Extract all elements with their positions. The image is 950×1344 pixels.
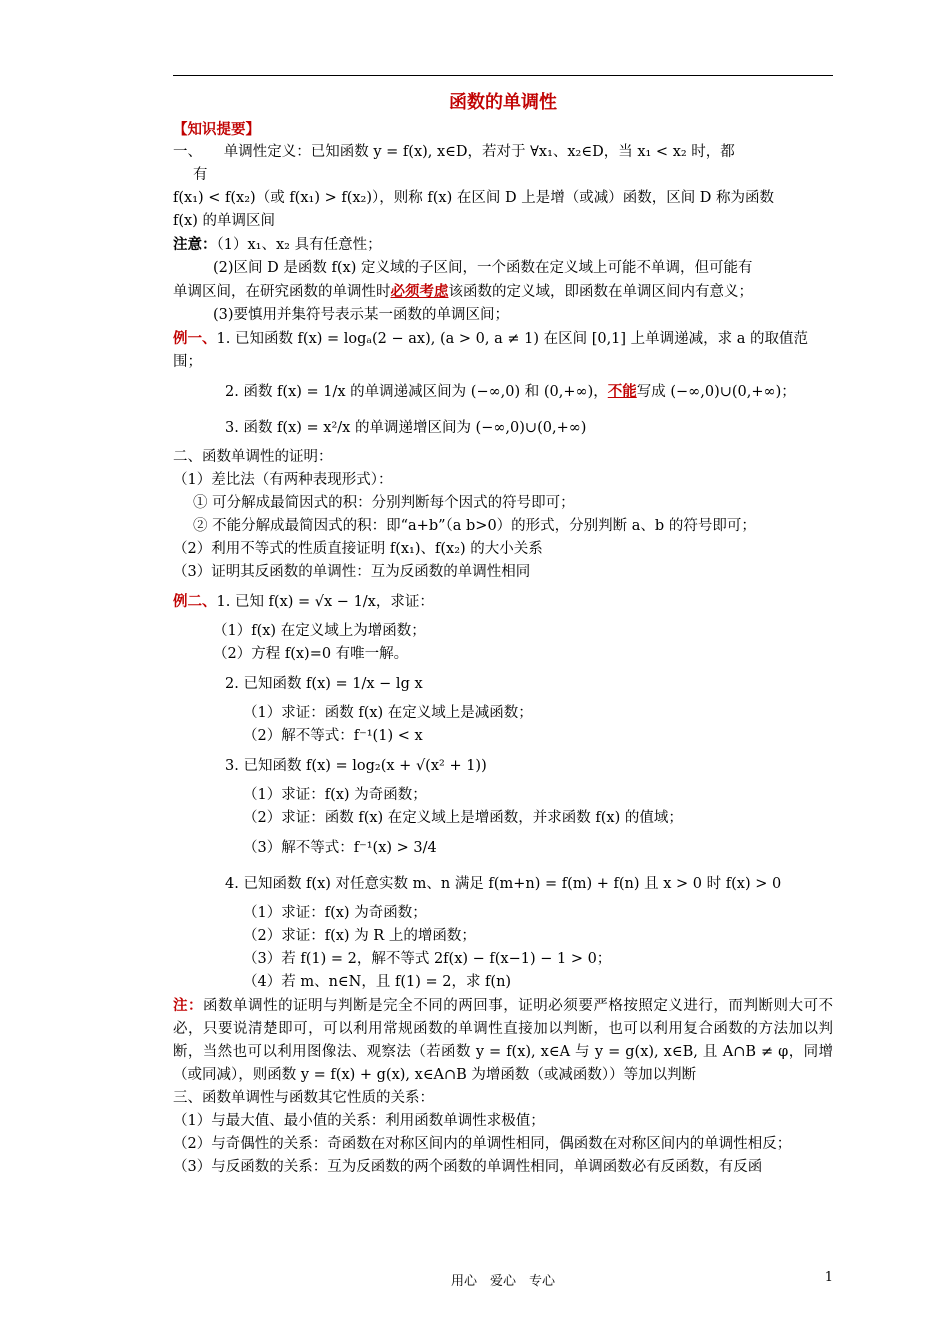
example-2-line-1 — [173, 584, 833, 620]
example-2-q4d: （4）若 m、n∈N，且 f(1) = 2，求 f(n) — [243, 974, 512, 990]
section-2-item-1: （1）差比法（有两种表现形式）： — [173, 472, 393, 488]
section-tag: 【知识提要】 — [173, 121, 260, 138]
example-2-q3a: （1）求证：f(x) 为奇函数； — [243, 787, 427, 803]
definition-line-4: f(x) 的单调区间 — [173, 213, 275, 229]
note-2b-post: 该函数的定义域，即函数在单调区间内有意义； — [448, 284, 753, 300]
document-body — [173, 88, 833, 1179]
section-2-item-1a: ① 可分解成最简因式的积：分别判断每个因式的符号即可； — [193, 495, 575, 511]
page-number: 1 — [824, 1270, 833, 1285]
example-2-q1b: （2）方程 f(x)=0 有唯一解。 — [213, 646, 409, 662]
section-3-item-1: （1）与最大值、最小值的关系：利用函数单调性求极值； — [173, 1113, 545, 1129]
note-1-text: （1）x₁、x₂ 具有任意性； — [216, 237, 382, 253]
example-1-label: 例一、 — [173, 330, 217, 347]
section-3-item-2: （2）与奇偶性的关系：奇函数在对称区间内的单调性相同，偶函数在对称区间内的单调性相反； — [173, 1136, 792, 1152]
example-2-q4c: （3）若 f(1) = 2，解不等式 2f(x) − f(x−1) − 1 > 0； — [243, 951, 612, 967]
example-2-q2a: （1）求证：函数 f(x) 在定义域上是减函数； — [243, 705, 533, 721]
note-line-4: (3)要慎用并集符号表示某一函数的单调区间； — [213, 307, 510, 323]
section-2-item-2: （2）利用不等式的性质直接证明 f(x₁)、f(x₂) 的大小关系 — [173, 541, 543, 557]
page-title: 函数的单调性 — [449, 92, 557, 113]
note-line-2: (2)区间 D 是函数 f(x) 定义域的子区间，一个函数在定义域上可能不单调，但可能有 — [213, 260, 753, 276]
example-2-q4: 4. 已知函数 f(x) 对任意实数 m、n 满足 f(m+n) = f(m) + f(n) 且 x > 0 时 f(x) > 0 — [225, 876, 782, 892]
note-2-paragraph — [173, 994, 833, 1087]
example-1-line-1 — [173, 327, 833, 351]
note-2-body: 函数单调性的证明与判断是完全不同的两回事，证明必须要严格按照定义进行，而判断则大可不必，只要说清楚即可，可以利用常规函数的单调性直接加以判断，也可以利用复合函数的方法加以判断，当然也可以利用图像法、观察法（若函数 y = f(x), x∈A 与 y = g(x), x∈B, 且 A∩B ≠ φ，同增（或同减），则函数 y = f(x) + g(x), x∈A∩B 为增函数（或减函数））等加以判断 — [173, 998, 834, 1083]
note-label: 注意： — [173, 236, 217, 253]
example-1-q3: 3. 函数 f(x) = x²/x 的单调递增区间为 (−∞,0)∪(0,+∞) — [225, 420, 587, 436]
example-2-q4b: （2）求证：f(x) 为 R 上的增函数； — [243, 928, 476, 944]
example-2-q4a: （1）求证：f(x) 为奇函数； — [243, 905, 427, 921]
section-2-title: 二、函数单调性的证明： — [173, 449, 333, 465]
example-2-label: 例二、 — [173, 593, 217, 610]
definition-line-2: 有 — [193, 167, 208, 183]
section-3-item-3: （3）与反函数的关系：互为反函数的两个函数的单调性相同，单调函数必有反函数，有反函 — [173, 1159, 763, 1175]
footer-motto: 用心 爱心 专心 — [450, 1274, 555, 1289]
example-1-line-2: 围； — [173, 354, 202, 370]
emphasis-must-consider: 必须考虑 — [390, 283, 449, 300]
example-2-q2b: （2）解不等式：f⁻¹(1) < x — [243, 728, 423, 744]
section-2-item-1b: ② 不能分解成最简因式的积：即“a+b”（a b>0）的形式，分别判断 a、b 的符号即可； — [193, 518, 756, 534]
example-2-q2: 2. 已知函数 f(x) = 1/x − lg x — [225, 676, 423, 692]
section-2-item-3: （3）证明其反函数的单调性：互为反函数的单调性相同 — [173, 564, 531, 580]
example-2-q3b: （2）求证：函数 f(x) 在定义域上是增函数，并求函数 f(x) 的值域； — [243, 810, 683, 826]
note-2-label: 注： — [173, 997, 204, 1014]
note-line-3 — [173, 280, 833, 304]
definition-line-3: f(x₁) < f(x₂)（或 f(x₁) > f(x₂)），则称 f(x) 在区间 D 上是增（或减）函数，区间 D 称为函数 — [173, 190, 775, 206]
example-1-q2-pre: 2. 函数 f(x) = 1/x 的单调递减区间为 (−∞,0) 和 (0,+∞)， — [225, 384, 608, 400]
example-2-q1a: （1）f(x) 在定义域上为增函数； — [213, 623, 426, 639]
example-1-q2-post: 写成 (−∞,0)∪(0,+∞)； — [636, 384, 796, 400]
example-1-q1: 1. 已知函数 f(x) = logₐ(2 − ax), (a > 0, a ≠ 1) 在区间 [0,1] 上单调递减，求 a 的取值范 — [216, 331, 809, 347]
note-2b-pre: 单调区间，在研究函数的单调性时 — [173, 284, 391, 300]
note-line-1 — [173, 233, 833, 257]
example-2-q3: 3. 已知函数 f(x) = log₂(x + √(x² + 1)) — [225, 758, 487, 774]
example-1-q2 — [173, 374, 833, 410]
example-2-q3c: （3）解不等式：f⁻¹(x) > 3/4 — [243, 840, 437, 856]
definition-line-1: 一、 单调性定义：已知函数 y = f(x), x∈D，若对于 ∀x₁、x₂∈D，当 x₁ < x₂ 时，都 — [173, 144, 735, 160]
emphasis-cannot: 不能 — [607, 383, 637, 400]
example-2-q1: 1. 已知 f(x) = √x − 1/x，求证： — [216, 594, 434, 610]
section-3-title: 三、函数单调性与函数其它性质的关系： — [173, 1090, 434, 1106]
top-rule — [173, 75, 833, 76]
